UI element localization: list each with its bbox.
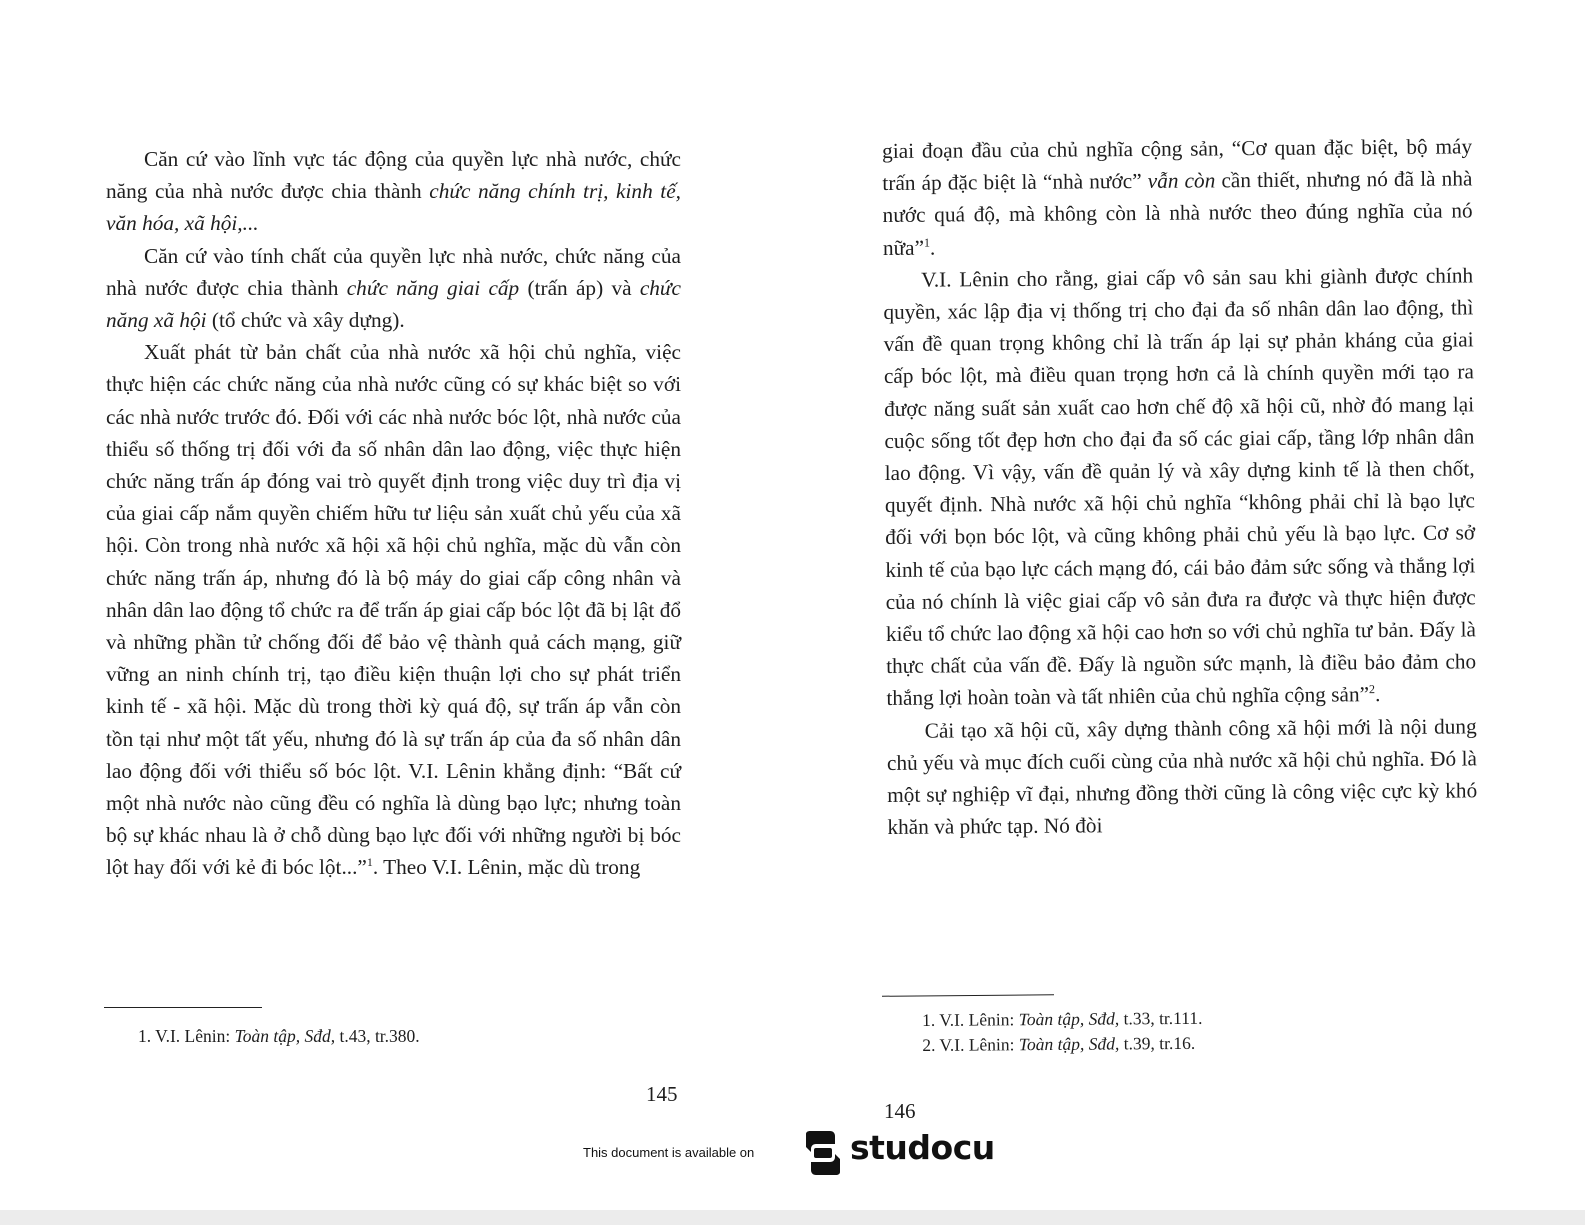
right-body-text bbox=[882, 130, 1478, 843]
footnote-ref-1: 1 bbox=[923, 235, 931, 250]
right-paragraph-2: V.I. Lênin cho rằng, giai cấp vô sản sau khi giành được chính quyền, xác lập địa vị thống trị cho đại đa số nhân dân lao động, thì vấn đề quan trọng không chỉ là trấn áp lại sự phản kháng của giai cấp bóc lột, mà điều quan trọng hơn cả là chính quyền mới tạo ra được năng suất sản xuất cao hơn chế độ xã hội cũ, nhờ đó mang lại cuộc sống tốt đẹp hơn cho đại đa số các giai cấp, tầng lớp nhân dân lao động. Vì vậy, vấn đề quản lý và xây dựng kinh tế là then chốt, quyết định. Nhà nước xã hội chủ nghĩa “không phải chỉ là bạo lực đối với bọn bóc lột, và cũng không phải chủ yếu là bạo lực. Cơ sở kinh tế của bạo lực cách mạng đó, cái bảo đảm sức sống và thắng lợi của nó chính là việc giai cấp vô sản đưa ra được và thực hiện được kiểu tổ chức lao động xã hội cao hơn so với chủ nghĩa tư bản. Đấy là thực chất của vấn đề. Đấy là nguồn sức mạnh, là điều bảo đảm cho thắng lợi hoàn toàn và tất nhiên của chủ nghĩa cộng sản”$^2$. bbox=[883, 263, 1477, 711]
banner-text: This document is available on bbox=[583, 1145, 755, 1160]
right-paragraph-1-italic: vẫn còn bbox=[1147, 168, 1216, 194]
right-footnote-1: 1. V.I. Lênin: Toàn tập, Sđd, t.33, tr.111. bbox=[922, 1007, 1203, 1030]
left-body-text bbox=[106, 143, 681, 884]
left-paragraph-1: Căn cứ vào lĩnh vực tác động của quyền lực nhà nước, chức năng của nhà nước được chia thành chức năng chính trị, kinh tế, văn hóa, xã hội,... bbox=[106, 147, 681, 236]
left-paragraph-2-italic-a: chức năng giai cấp bbox=[346, 275, 520, 300]
studocu-banner[interactable] bbox=[0, 1128, 1585, 1178]
left-page bbox=[0, 0, 790, 1210]
right-page-number: 146 bbox=[884, 1099, 916, 1123]
left-page-number: 145 bbox=[646, 1082, 678, 1106]
left-paragraph-2-italic-b: chức năng xã hội bbox=[106, 275, 681, 333]
left-paragraph-1-italic: chức năng chính trị, kinh tế, văn hóa, xã hội,... bbox=[106, 179, 681, 236]
footnote-ref-2: 2 bbox=[1368, 682, 1376, 697]
left-footnote-rule bbox=[104, 1007, 262, 1008]
right-page bbox=[790, 0, 1585, 1210]
left-paragraph-3: Xuất phát từ bản chất của nhà nước xã hội chủ nghĩa, việc thực hiện các chức năng của nhà nước cũng có sự khác biệt so với các nhà nước trước đó. Đối với các nhà nước bóc lột, nhà nước của thiểu số thống trị đối với đa số nhân dân lao động, việc thực hiện chức năng trấn áp đóng vai trò quyết định trong việc duy trì địa vị của giai cấp nắm quyền chiếm hữu tư liệu sản xuất chủ yếu của xã hội. Còn trong nhà nước xã hội xã hội chủ nghĩa, mặc dù vẫn còn chức năng trấn áp, nhưng đó là bộ máy do giai cấp công nhân và nhân dân lao động tổ chức ra để trấn áp giai cấp bóc lột đã bị lật đổ và những phần tử chống đối để bảo vệ thành quả cách mạng, giữ vững an ninh chính trị, tạo điều kiện thuận lợi cho sự phát triển kinh tế - xã hội. Mặc dù trong thời kỳ quá độ, sự trấn áp vẫn còn tồn tại như một tất yếu, nhưng đó là sự trấn áp của đa số nhân dân lao động đối với thiểu số bóc lột. V.I. Lênin khẳng định: “Bất cứ một nhà nước nào cũng đều có nghĩa là dùng bạo lực; nhưng toàn bộ sự khác nhau là ở chỗ dùng bạo lực đối với những người bị bóc lột hay đối với kẻ đi bóc lột...”$^1$. Theo V.I. Lênin, mặc dù trong bbox=[106, 340, 681, 880]
right-paragraph-1: giai đoạn đầu của chủ nghĩa cộng sản, “Cơ quan đặc biệt, bộ máy trấn áp đặc biệt là “nhà nước” vẫn còn cần thiết, nhưng nó đã là nhà nước quá độ, mà không còn là nhà nước theo đúng nghĩa của nó nữa”$^1$. bbox=[882, 134, 1473, 260]
right-footnote-rule bbox=[882, 994, 1054, 997]
footnote-ref-1: 1 bbox=[366, 855, 373, 870]
bottom-bar bbox=[0, 1210, 1585, 1225]
left-paragraph-2: Căn cứ vào tính chất của quyền lực nhà nước, chức năng của nhà nước được chia thành chức năng giai cấp (trấn áp) và chức năng xã hội (tổ chức và xây dựng). bbox=[106, 243, 681, 333]
right-footnotes bbox=[922, 1004, 1462, 1058]
studocu-logo-icon[interactable] bbox=[800, 1130, 846, 1176]
right-footnote-2: 2. V.I. Lênin: Toàn tập, Sđd, t.39, tr.16. bbox=[922, 1032, 1196, 1055]
left-footnotes bbox=[138, 1024, 678, 1049]
left-footnote-1: 1. V.I. Lênin: Toàn tập, Sđd, t.43, tr.380. bbox=[138, 1026, 420, 1046]
studocu-brand-name[interactable]: studocu bbox=[850, 1128, 995, 1167]
right-paragraph-3: Cải tạo xã hội cũ, xây dựng thành công xã hội mới là nội dung chủ yếu và mục đích cuối cùng của nhà nước xã hội chủ nghĩa. Đó là một sự nghiệp vĩ đại, nhưng đồng thời cũng là công việc cực kỳ khó khăn và phức tạp. Nó đòi bbox=[886, 714, 1478, 840]
